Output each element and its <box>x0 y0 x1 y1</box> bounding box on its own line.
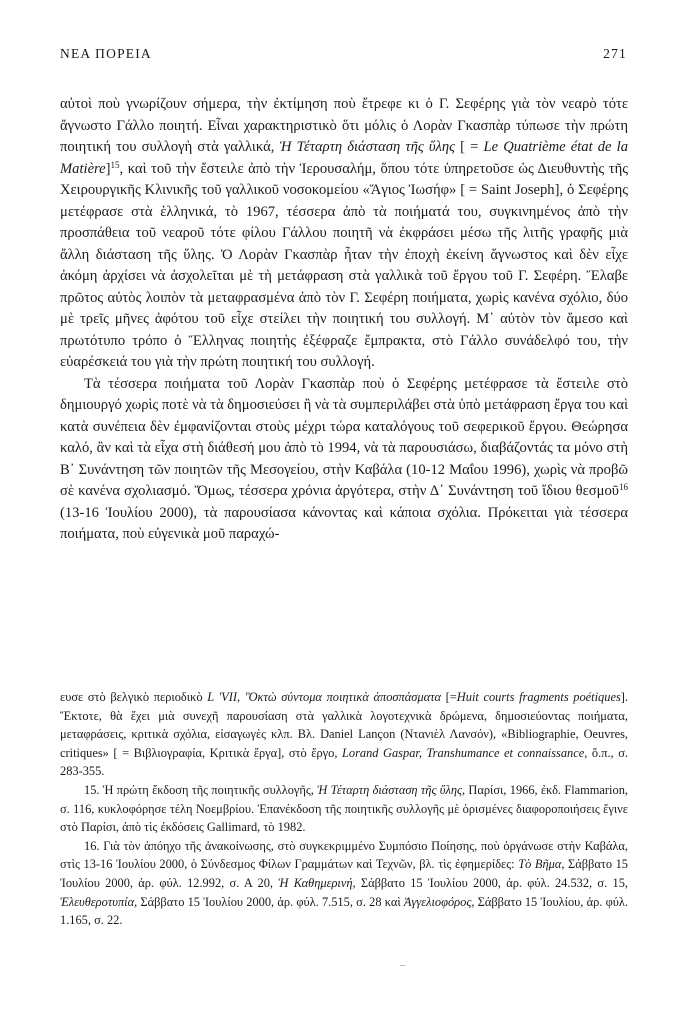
note-16-text-e: , Σάββατο 15 Ἰουλίου, ἀρ. φύλ. 1.165, σ. 22. <box>60 894 628 928</box>
paragraph-1-text-b: [ = <box>455 139 484 155</box>
note-16-italic-d: Ἀγγελιοφόρος <box>403 894 472 909</box>
note-15-text-b: , Παρίσι, 1966, ἐκδ. Flammarion, σ. 116, κυκλοφόρησε τέλη Νοεμβρίου. Ἐπανέκδοση τῆς ποιητικῆς συλλογῆς μὲ ὁρισμένες διαφοροποιήσεις ἔγινε στὸ Παρίσι, ἀπὸ τὶς ἐκδόσεις Gallimard, τὸ 1982. <box>60 782 628 835</box>
paragraph-2 <box>60 374 628 546</box>
paragraph-1-text-d: , καὶ τοῦ τὴν ἔστειλε ἀπὸ τὴν Ἱερουσαλήμ, ὅπου τότε ὑπηρετοῦσε ὡς Διευθυντὴς τῆς Χειρουργικῆς Κλινικῆς τοῦ γαλλικοῦ νοσοκομείου «Ἅγιος Ἰωσήφ» [ = Saint Joseph], ὁ Σεφέρης μετέφρασε στὰ ἑλληνικά, τὸ 1967, τέσσερα ἀπὸ τὰ ποιήματά του, συγκινημένος ἀπὸ τὴν προσπάθεια τοῦ νεαροῦ τότε φίλου Γάλλου ποιητῆ νὰ ἐκφράσει μέσω τῆς λιτῆς γραφῆς μιὰ ἄλλη διάσταση τῆς ὕλης. Ὁ Λορὰν Γκασπὰρ ἦταν τὴν ἐποχὴ ἐκείνη ἄγνωστος καὶ δὲν εἶχε ἀκόμη ἀρχίσει νὰ ἀσχολεῖται μὲ τὴ μετάφραση στὰ γαλλικὰ τοῦ ἔργου τοῦ Γ. Σεφέρη. Ἔλαβε πρῶτος αὐτὸς λοιπὸν τὰ μεταφρασμένα ἀπὸ τὸν Γ. Σεφέρη ποιήματα, χωρὶς κανένα σχόλιο, δύο μὲ τρεῖς μῆνες ἀφότου τοῦ εἶχε στείλει τὴν ποιητική του συλλογή. Μ᾽ αὐτὸν τὸν ἄμεσο καὶ πρωτότυπο τρόπο ὁ Ἕλληνας ποιητὴς ἐξέφραζε ἔμπρακτα, στὸ Γάλλο συνάδελφό του, τὴν εὐαρέσκειά του γιὰ τὴν πρώτη ποιητική του συλλογή. <box>60 160 628 370</box>
note-15-text-a: 15. Ἡ πρώτη ἔκδοση τῆς ποιητικῆς συλλογῆς, <box>84 782 318 797</box>
book-title-italic: Ἡ Τέταρτη διάσταση τῆς ὕλης <box>279 139 456 155</box>
running-title: ΝΕΑ ΠΟΡΕΙΑ <box>60 46 152 61</box>
footnote-ref-16: 16 <box>619 482 628 492</box>
note-cont-italic-c: Lorand Gaspar, Transhumance et connaissance <box>341 745 585 760</box>
french-title-italic: Le Quatrième état de la Matière <box>60 139 628 177</box>
paragraph-1 <box>60 94 628 374</box>
footnote-ref-15: 15 <box>110 159 120 170</box>
footnote-16 <box>60 837 628 930</box>
paragraph-1-text-a: αὐτοὶ ποὺ γνωρίζουν σήμερα, τὴν ἐκτίμηση ποὺ ἔτρεφε κι ὁ Γ. Σεφέρης γιὰ τὸν νεαρὸ τότε ἄγνωστο Γάλλο ποιητή. Εἶναι χαρακτηριστικὸ ὅτι μόλις ὁ Λορὰν Γκασπὰρ τύπωσε τὴν πρώτη ποιητική του συλλογὴ στὰ γαλλικά, <box>60 96 628 155</box>
footnotes <box>60 688 628 930</box>
note-16-text-a: 16. Γιὰ τὸν ἀπόηχο τῆς ἀνακοίνωσης, στὸ συγκεκριμμένο Συμπόσιο Ποίησης, ποὺ ὀργάνωσε στὴν Καβάλα, στὶς 13-16 Ἰουλίου 2000, ὁ Σύνδεσμος Φίλων Γραμμάτων καὶ Τεχνῶν, βλ. τὶς ἐφημερίδες: <box>60 838 628 872</box>
running-header <box>60 46 627 62</box>
main-text <box>60 94 628 546</box>
note-16-text-d: , Σάββατο 15 Ἰουλίου 2000, ἀρ. φύλ. 7.515, σ. 28 καὶ <box>134 894 404 909</box>
note-16-italic-a: Τὸ Βῆμα <box>518 857 562 872</box>
note-cont-text-d: , ὅ.π., σ. 283-355. <box>60 745 628 779</box>
footnote-15 <box>60 781 628 837</box>
note-15-italic: Ἡ Τέταρτη διάσταση τῆς ὕλης <box>317 782 462 797</box>
note-cont-text-b: [= <box>441 690 457 704</box>
page-number: 271 <box>603 46 627 61</box>
note-16-text-c: , Σάββατο 15 Ἰουλίου 2000, ἀρ. φύλ. 24.532, σ. 15, <box>352 875 628 890</box>
note-cont-italic-b: Huit courts fragments poétiques <box>456 690 621 704</box>
note-cont-text-c: ]. Ἔκτοτε, θὰ ἔχει μιὰ συνεχῆ παρουσίαση στὰ γαλλικὰ λογοτεχνικὰ δρώμενα, δημοσιεύοντας ποιήματα, μεταφράσεις, κριτικὰ σχόλια, εἰσαγωγὲς κλπ. Βλ. Daniel Lançon (Ντανιὲλ Λανσόν), «Bibliographie, Oeuvres, critiques» [ = Βιβλιογραφία, Κριτικὰ ἔργα], στὸ ἔργο, <box>60 690 629 760</box>
note-16-italic-b: Ἡ Καθημερινή <box>278 875 353 890</box>
note-16-italic-c: Ἐλευθεροτυπία <box>60 894 135 909</box>
note-cont-text-a: ευσε στὸ βελγικὸ περιοδικὸ <box>60 690 208 704</box>
note-cont-italic-a: L 'VII, 'Ὀκτὼ σύντομα ποιητικὰ ἀποσπάσματα <box>207 690 442 704</box>
paragraph-2-text-b: (13-16 Ἰουλίου 2000), τὰ παρουσίασα κάνοντας καὶ κάποια σχόλια. Πρόκειται γιὰ τέσσερα ποιήματα, ποὺ εὐγενικὰ μοῦ παραχώ- <box>60 504 628 542</box>
scan-speck <box>400 965 405 966</box>
footnote-continued <box>60 688 628 781</box>
note-16-text-b: , Σάββατο 15 Ἰουλίου 2000, ἀρ. φύλ. 12.992, σ. Α 20, <box>60 857 629 890</box>
paragraph-1-text-c: ] <box>105 160 111 177</box>
paragraph-2-text-a: Τὰ τέσσερα ποιήματα τοῦ Λορὰν Γκασπὰρ ποὺ ὁ Σεφέρης μετέφρασε τὰ ἔστειλε στὸ δημιουργό χωρὶς ποτὲ νὰ τὰ δημοσιεύσει ἢ νὰ τὰ συμπεριλάβει στὰ ὑπὸ μετάφραση ἔργα του καὶ κατὰ συνέπεια δὲν ἐμφανίζονται στοὺς μέχρι τώρα καταλόγους τοῦ σεφερικοῦ ἔργου. Θεώρησα καλό, ἂν καὶ τὰ εἶχα στὴ διάθεσή μου ἀπὸ τὸ 1994, νὰ τὰ παρουσιάσω, διαβάζοντάς τα μόνο στὴ Β᾽ Συνάντηση τῶν ποιητῶν τῆς Μεσογείου, στὴν Καβάλα (10-12 Μαΐου 1996), χωρὶς νὰ προβῶ σὲ κανένα σχολιασμό. Ὅμως, τέσσερα χρόνια ἀργότερα, στὴν Δ᾽ Συνάντηση τοῦ ἴδιου θεσμοῦ <box>60 375 628 499</box>
